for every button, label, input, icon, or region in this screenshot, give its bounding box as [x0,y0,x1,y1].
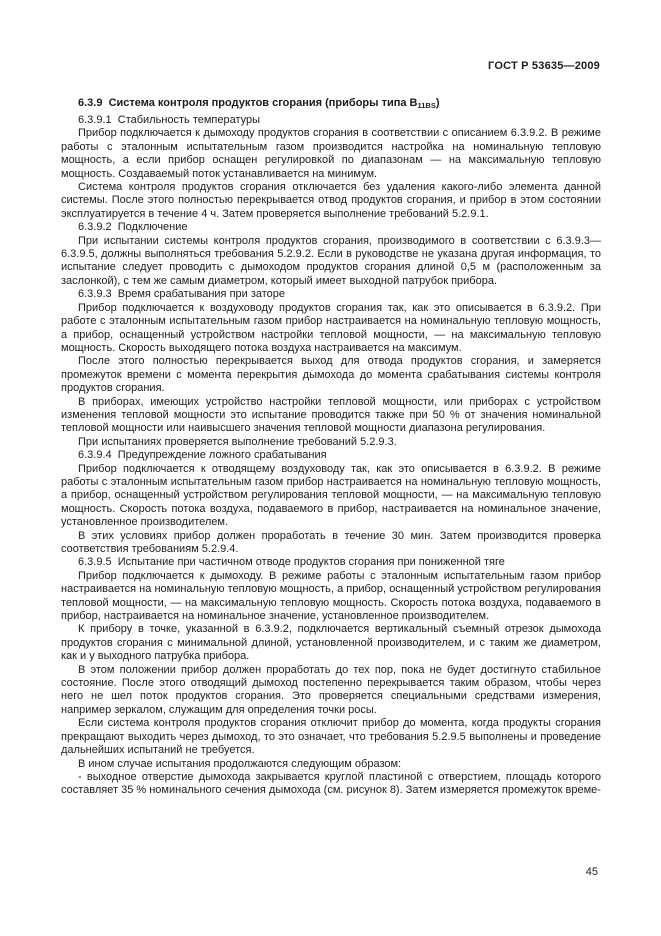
subheading: 6.3.9.1 Стабильность температуры [78,114,261,126]
running-header: ГОСТ Р 53635—2009 [488,60,600,72]
subheading: 6.3.9.4 Предупреждение ложного срабатывания [78,449,327,462]
paragraph: При испытаниях проверяется выполнение требований 5.2.9.3. [78,435,397,448]
paragraph: После этого полностью перекрывается выход для отвода продуктов сгорания, и замеряется промежуток времени с момента перекрытия дымохода до момента срабатывания системы контроля продуктов сгорания. [61,355,601,395]
paragraph: В этом положении прибор должен проработать до тех пор, пока не будет достигнуто стабильное состояние. После этого отводящий дымоход постепенно перекрывается таким образом, чтобы через него не шел поток продуктов сгорания. Это проверяется специальными средствами измерения, например зеркалом, служащим для определения точки росы. [61,663,601,716]
paragraph: В ином случае испытания продолжаются следующим образом: [78,757,402,770]
document-content [61,96,601,798]
paragraph: Прибор подключается к дымоходу продуктов сгорания в соответствии с описанием 6.3.9.2. В режиме работы с эталонным испытательным газом производится настройка на номинальную тепловую мощность, а если прибор оснащен регулировкой по диапазонам — на максимальную тепловую мощность. Создаваемый поток устанавливается на минимум. [61,127,601,180]
section-heading-text: 6.3.9 Система контроля продуктов сгорания (приборы типа B [78,97,418,109]
paragraph: - выходное отверстие дымохода закрывается круглой пластиной с отверстием, площадь которого составляет 35 % номинального сечения дымохода (см. рисунок 8). Затем измеряется промежуток време- [61,770,601,797]
paragraph: Прибор подключается к дымоходу. В режиме работы с эталонным испытательным газом прибор настраивается на номинальную тепловую мощность, а прибор, оснащенный устройством регулирования тепловой мощности, — на максимальную тепловую мощность. Скорость потока воздуха, подаваемого в прибор, настраивается на номинальное значение, установленное производителем. [61,569,601,623]
paragraph: Система контроля продуктов сгорания отключается без удаления какого-либо элемента данной системы. После этого полностью перекрывается отвод продуктов сгорания, и прибор в этом состоянии эксплуатируется в течение 4 ч. Затем проверяется выполнение требований 5.2.9.1. [61,181,601,220]
section-heading-suffix: ) [435,97,440,109]
paragraph: К прибору в точке, указанной в 6.3.9.2, подключается вертикальный съемный отрезок дымохода продуктов сгорания с минимальной длиной, установленной производителем, и с таким же диаметром, как и у выходного патрубка прибора. [61,623,601,663]
paragraph: При испытании системы контроля продуктов сгорания, производимого в соответствии с 6.3.9.3—6.3.9.5, должны выполняться требования 5.2.9.2. Если в руководстве не указана другая информация, то испытание следует проводить с дымоходом продуктов сгорания длиной 0,5 м (расположенным за заслонкой), с тем же самым диаметром, который имеет выходной патрубок прибора. [61,234,601,287]
subheading: 6.3.9.2 Подключение [78,221,188,234]
paragraph: В этих условиях прибор должен проработать в течение 30 мин. Затем производится проверка соответствия требованиям 5.2.9.4. [61,529,601,555]
section-heading-subscript: 11BS [417,101,436,110]
subheading: 6.3.9.3 Время срабатывания при заторе [78,288,286,301]
body-text [61,114,601,798]
subheading: 6.3.9.5 Испытание при частичном отводе продуктов сгорания при пониженной тяге [78,556,505,569]
paragraph: Прибор подключается к воздуховоду продуктов сгорания так, как это описывается в 6.3.9.2. При работе с эталонным испытательным газом прибор настраивается на номинальную тепловую мощность, а прибор, оснащенный устройством настройки тепловой мощности, — на максимальную тепловую мощность. Скорость выходящего потока воздуха настраивается на максимум. [61,301,601,354]
paragraph: Если система контроля продуктов сгорания отключит прибор до момента, когда продукты сгорания прекращают выходить через дымоход, то это означает, что требования 5.2.9.5 выполнены и проведение дальнейших испытаний не требуется. [61,717,601,757]
paragraph: В приборах, имеющих устройство настройки тепловой мощности, или приборах с устройством изменения тепловой мощности это испытание проводится также при 50 % от значения номинальной тепловой мощности или наивысшего значения тепловой мощности диапазона регулирования. [61,395,601,435]
page-number: 45 [585,866,598,878]
section-heading [61,96,601,110]
paragraph: Прибор подключается к отводящему воздуховоду так, как это описывается в 6.3.9.2. В режиме работы с эталонным испытательным газом прибор настраивается на номинальную тепловую мощность, а прибор, оснащенный устройством регулирования тепловой мощности, — на максимальную тепловую мощность. Скорость потока воздуха, подаваемого в прибор, настраивается на номинальное значение, установленное производителем. [61,462,601,529]
